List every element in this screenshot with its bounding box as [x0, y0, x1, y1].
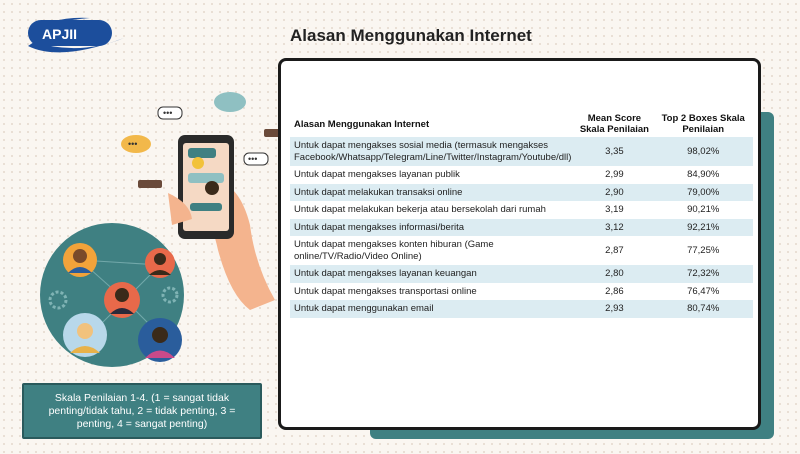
- scale-note: Skala Penilaian 1-4. (1 = sangat tidak penting/tidak tahu, 2 = tidak penting, 3 = penting, 4 = sangat penting): [22, 383, 262, 439]
- table-row: [290, 201, 753, 219]
- row-mean: 2,87: [605, 244, 624, 256]
- row-reason: Untuk dapat melakukan transaksi online: [290, 184, 575, 202]
- header-reason: Alasan Menggunakan Internet: [294, 118, 430, 130]
- table-row: [290, 184, 753, 202]
- table-row: [290, 219, 753, 237]
- table-row: [290, 265, 753, 283]
- row-reason: Untuk dapat mengakses layanan keuangan: [290, 265, 575, 283]
- svg-text:•••: •••: [248, 154, 258, 164]
- table-row: [290, 283, 753, 301]
- row-reason: Untuk dapat mengakses informasi/berita: [290, 219, 575, 237]
- reasons-table: [290, 111, 753, 318]
- row-top2: 77,25%: [687, 244, 720, 256]
- row-reason: Untuk dapat mengakses transportasi online: [294, 285, 477, 297]
- row-mean: 3,35: [575, 137, 653, 166]
- row-mean: 2,80: [575, 265, 653, 283]
- row-top2: 79,00%: [653, 184, 753, 202]
- apjii-logo: [20, 12, 130, 56]
- row-reason: Untuk dapat mengakses sosial media (termasuk mengakses Facebook/Whatsapp/Telegram/Line/Twitter/Instagram/Youtube/dll): [290, 137, 575, 166]
- row-top2: 98,02%: [653, 137, 753, 166]
- table-row: [290, 137, 753, 166]
- table-row: [290, 236, 753, 265]
- table-row: [290, 300, 753, 318]
- row-top2: 84,90%: [687, 169, 720, 180]
- header-mean: Mean Score Skala Penilaian: [579, 113, 649, 135]
- row-top2: 76,47%: [687, 285, 720, 297]
- row-top2: 92,21%: [653, 219, 753, 237]
- svg-text:APJII: APJII: [42, 26, 78, 42]
- data-table-card: [278, 58, 761, 430]
- row-reason: Untuk dapat mengakses konten hiburan (Game online/TV/Radio/Video Online): [294, 239, 494, 262]
- page-title: Alasan Menggunakan Internet: [290, 26, 532, 45]
- table-row: [290, 166, 753, 184]
- row-mean: 3,19: [605, 204, 624, 215]
- social-network-illustration: [40, 85, 280, 375]
- row-mean: 2,99: [605, 169, 624, 180]
- row-top2: 90,21%: [687, 204, 720, 215]
- row-reason: Untuk dapat melakukan bekerja atau bersekolah dari rumah: [294, 204, 546, 215]
- row-mean: 2,93: [575, 300, 653, 318]
- row-mean: 3,12: [575, 219, 653, 237]
- row-top2: 72,32%: [653, 265, 753, 283]
- table-header-row: [290, 111, 753, 137]
- row-top2: 80,74%: [653, 300, 753, 318]
- row-mean: 2,86: [605, 285, 624, 297]
- row-reason: Untuk dapat menggunakan email: [290, 300, 575, 318]
- svg-text:•••: •••: [163, 108, 173, 118]
- row-reason: Untuk dapat mengakses layanan publik: [294, 169, 460, 180]
- header-top2: Top 2 Boxes Skala Penilaian: [661, 113, 745, 135]
- svg-text:•••: •••: [128, 139, 138, 149]
- row-mean: 2,90: [575, 184, 653, 202]
